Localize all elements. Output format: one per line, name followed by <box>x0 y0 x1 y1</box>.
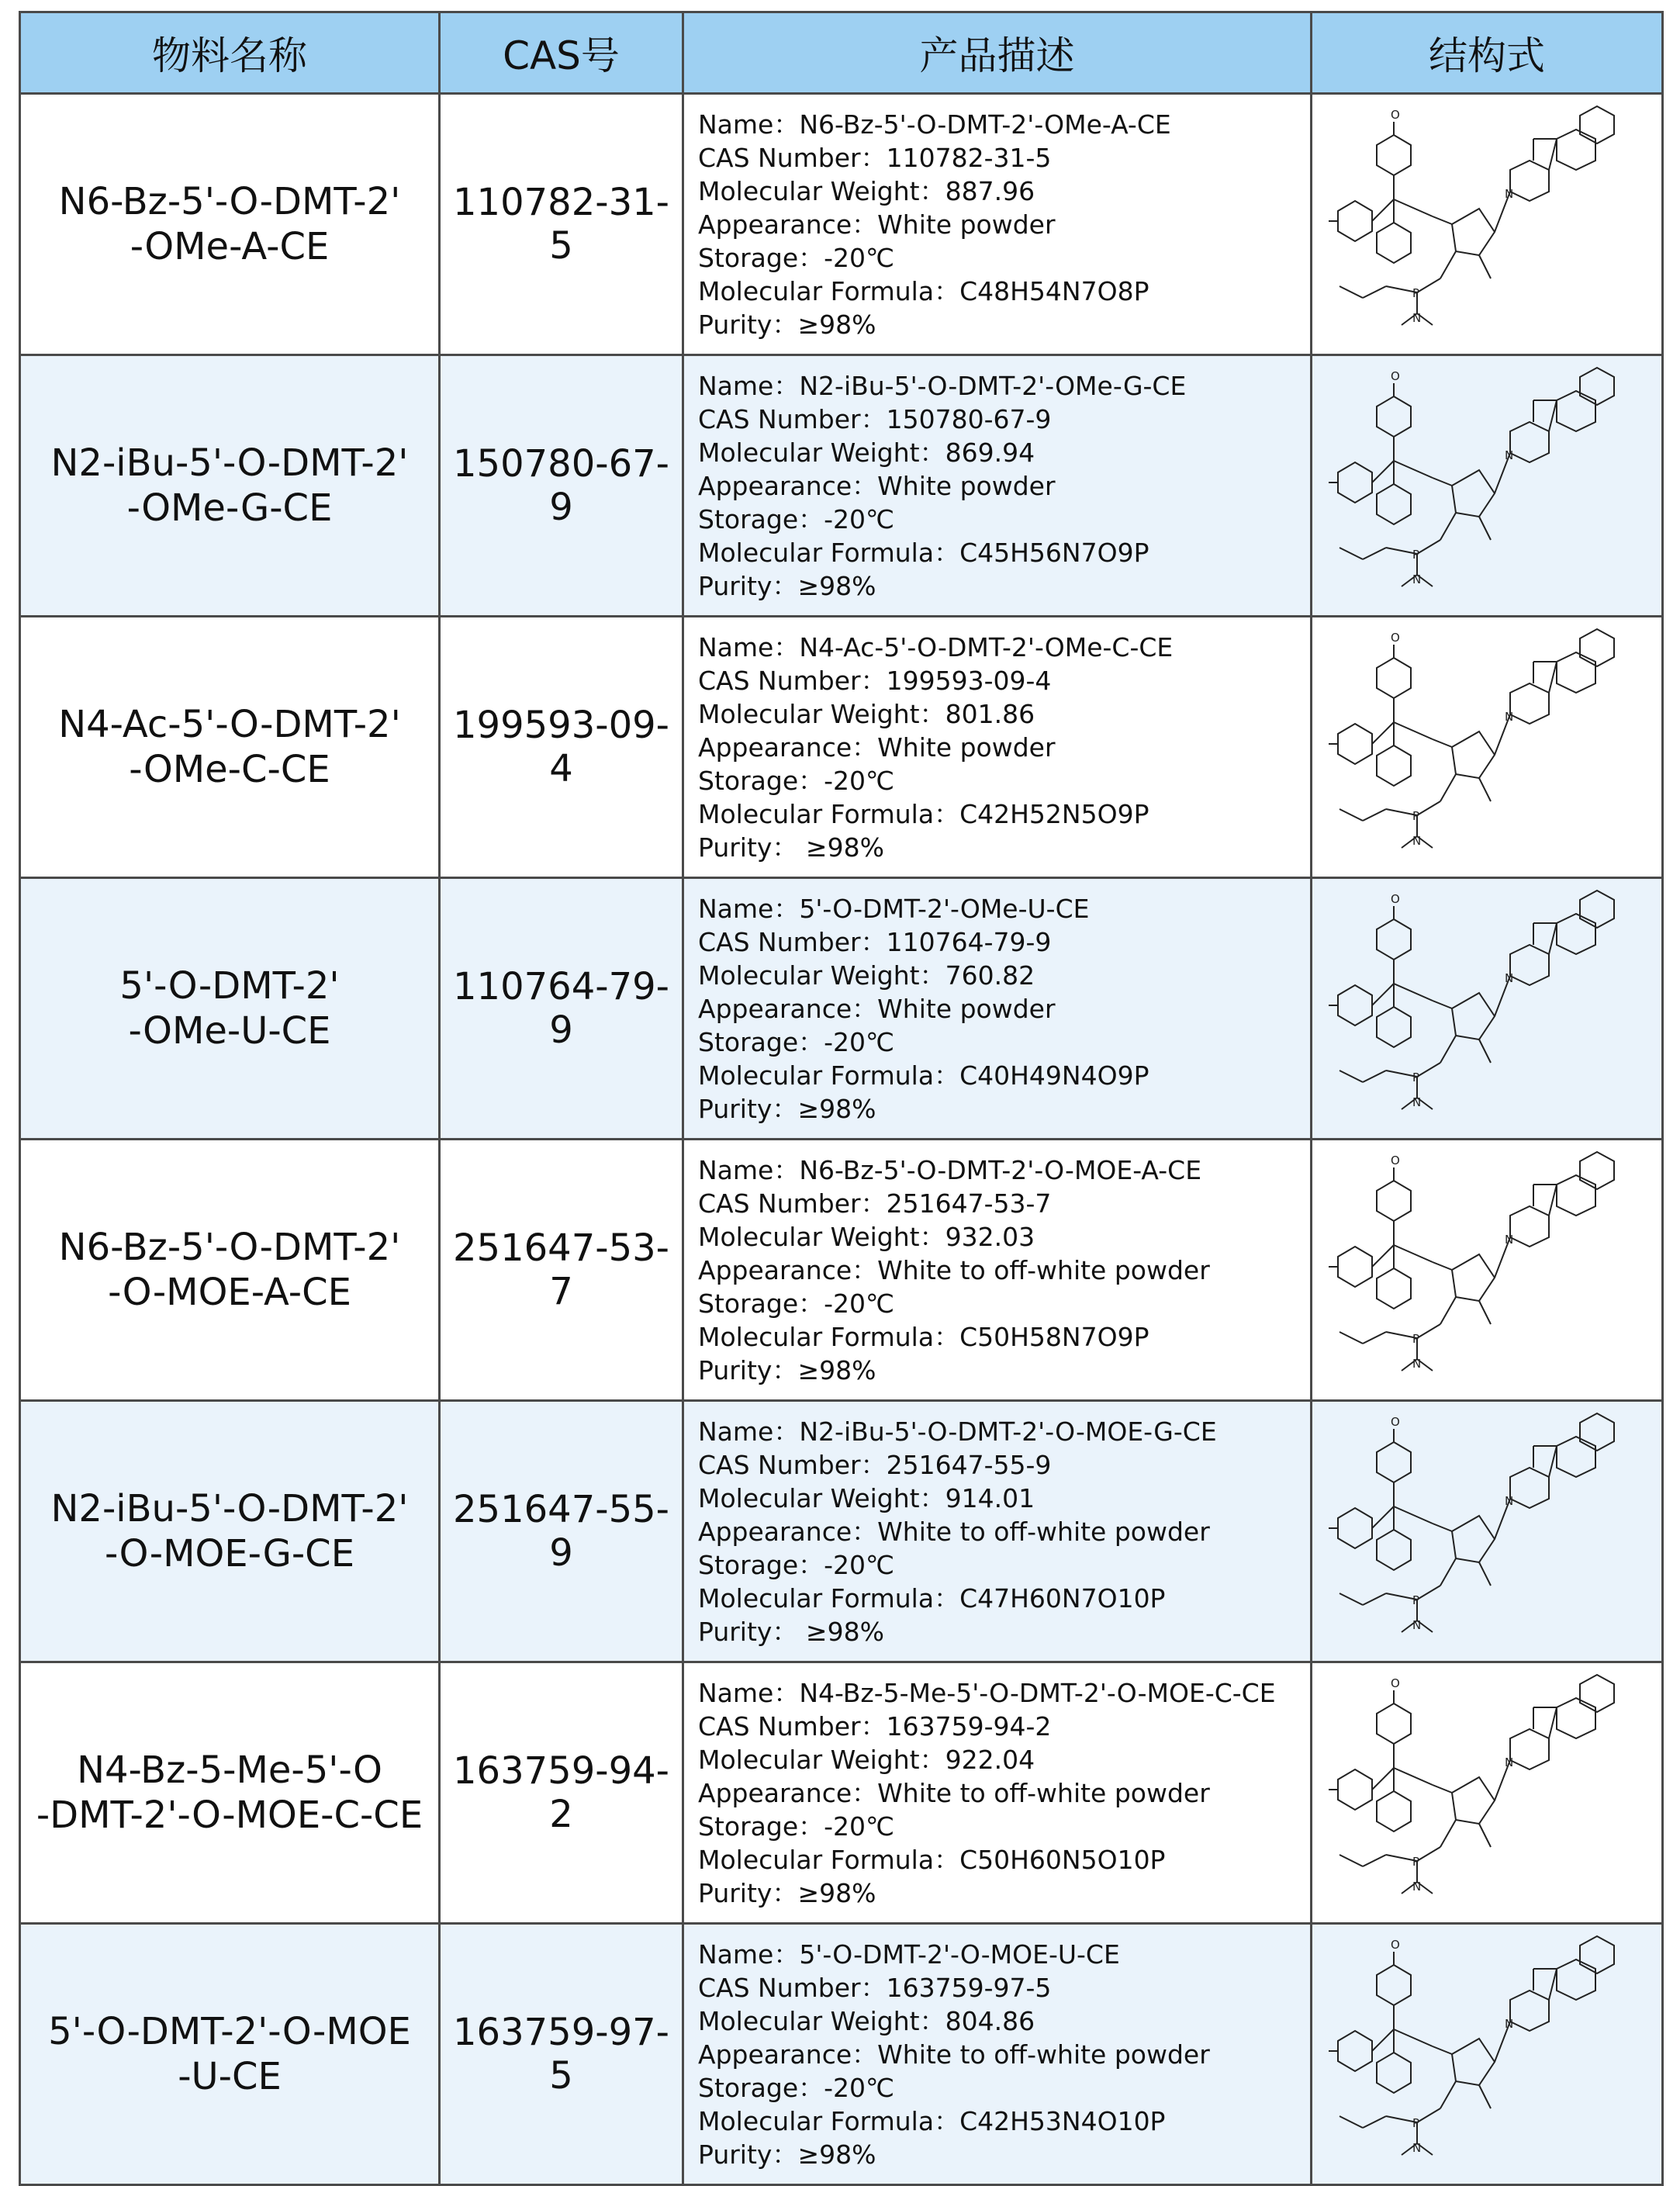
product-name-line2: -OMe-C-CE <box>129 748 330 791</box>
desc-name: Name：N4-Bz-5-Me-5'-O-DMT-2'-O-MOE-C-CE <box>698 1677 1276 1708</box>
label-n: N <box>1505 710 1514 724</box>
desc-storage: Storage：-20℃ <box>698 1288 895 1319</box>
product-name <box>20 617 440 878</box>
desc-name: Name：N6-Bz-5'-O-DMT-2'-O-MOE-A-CE <box>698 1154 1202 1185</box>
desc-cas: CAS Number：110764-79-9 <box>698 926 1052 957</box>
desc-cas: CAS Number：199593-09-4 <box>698 665 1052 696</box>
label-n: N <box>1505 1755 1514 1769</box>
label-n: N <box>1412 1357 1422 1371</box>
product-description <box>683 94 1312 355</box>
cas-number: 150780-67-9 <box>440 355 683 617</box>
label-p: P <box>1412 1071 1420 1084</box>
product-table <box>19 11 1664 2186</box>
product-description <box>683 1401 1312 1662</box>
cas-number: 199593-09-4 <box>440 617 683 878</box>
label-n: N <box>1412 1880 1422 1894</box>
product-name <box>20 94 440 355</box>
desc-formula: Molecular Formula：C50H60N5O10P <box>698 1844 1166 1875</box>
desc-weight: Molecular Weight：932.03 <box>698 1221 1035 1252</box>
desc-purity: Purity：≥98% <box>698 2139 876 2170</box>
desc-appearance: Appearance：White to off-white powder <box>698 1777 1210 1808</box>
product-name <box>20 878 440 1140</box>
desc-name: Name：N6-Bz-5'-O-DMT-2'-OMe-A-CE <box>698 109 1171 140</box>
table-row <box>20 94 1663 355</box>
desc-storage: Storage：-20℃ <box>698 2072 895 2103</box>
desc-cas: CAS Number：251647-53-7 <box>698 1188 1052 1219</box>
label-n: N <box>1412 1618 1422 1632</box>
desc-storage: Storage：-20℃ <box>698 242 895 273</box>
label-p: P <box>1412 1332 1420 1346</box>
product-name-line1: 5'-O-DMT-2' <box>119 964 340 1008</box>
desc-appearance: Appearance：White powder <box>698 993 1056 1024</box>
desc-weight: Molecular Weight：887.96 <box>698 175 1035 206</box>
product-description <box>683 617 1312 878</box>
cas-number: 163759-97-5 <box>440 1924 683 2185</box>
product-name-line1: 5'-O-DMT-2'-O-MOE <box>48 2010 411 2053</box>
desc-cas: CAS Number：110782-31-5 <box>698 142 1052 173</box>
label-n: N <box>1505 1494 1514 1508</box>
desc-formula: Molecular Formula：C45H56N7O9P <box>698 537 1149 568</box>
desc-purity: Purity： ≥98% <box>698 832 884 863</box>
product-name <box>20 1401 440 1662</box>
label-n: N <box>1412 834 1422 848</box>
cas-number: 251647-53-7 <box>440 1140 683 1401</box>
desc-appearance: Appearance：White powder <box>698 209 1056 240</box>
structure-formula-image <box>1324 1930 1650 2178</box>
product-description <box>683 1662 1312 1924</box>
product-name-line1: N6-Bz-5'-O-DMT-2' <box>58 180 401 223</box>
table-row <box>20 1401 1663 1662</box>
product-description <box>683 1140 1312 1401</box>
desc-purity: Purity：≥98% <box>698 309 876 340</box>
label-o: O <box>1391 1154 1400 1167</box>
desc-appearance: Appearance：White powder <box>698 732 1056 763</box>
product-name-line2: -OMe-G-CE <box>126 486 333 530</box>
desc-purity: Purity：≥98% <box>698 1093 876 1124</box>
structure-cell <box>1312 94 1663 355</box>
table-row <box>20 1140 1663 1401</box>
product-description <box>683 1924 1312 2185</box>
desc-purity: Purity： ≥98% <box>698 1616 884 1647</box>
structure-formula-image <box>1324 1407 1650 1655</box>
desc-name: Name：N2-iBu-5'-O-DMT-2'-OMe-G-CE <box>698 370 1187 401</box>
label-n: N <box>1412 2141 1422 2155</box>
structure-formula-image <box>1324 623 1650 871</box>
table-row <box>20 1924 1663 2185</box>
desc-formula: Molecular Formula：C47H60N7O10P <box>698 1582 1166 1614</box>
product-description <box>683 878 1312 1140</box>
product-name-line1: N2-iBu-5'-O-DMT-2' <box>50 1487 409 1531</box>
desc-appearance: Appearance：White to off-white powder <box>698 1516 1210 1547</box>
desc-formula: Molecular Formula：C42H53N4O10P <box>698 2105 1166 2136</box>
desc-formula: Molecular Formula：C50H58N7O9P <box>698 1321 1149 1352</box>
table-row <box>20 617 1663 878</box>
desc-storage: Storage：-20℃ <box>698 765 895 796</box>
desc-cas: CAS Number：163759-97-5 <box>698 1972 1052 2003</box>
label-n: N <box>1505 2017 1514 2031</box>
label-p: P <box>1412 1855 1420 1869</box>
label-n: N <box>1505 187 1514 201</box>
product-name-line2: -DMT-2'-O-MOE-C-CE <box>36 1793 423 1837</box>
label-o: O <box>1391 369 1400 383</box>
product-name-line2: -U-CE <box>178 2055 282 2098</box>
product-name-line1: N4-Ac-5'-O-DMT-2' <box>58 703 401 746</box>
product-name <box>20 1924 440 2185</box>
product-name-line2: -O-MOE-G-CE <box>104 1532 355 1576</box>
desc-formula: Molecular Formula：C48H54N7O8P <box>698 275 1149 306</box>
product-name <box>20 1662 440 1924</box>
desc-cas: CAS Number：163759-94-2 <box>698 1710 1052 1742</box>
label-p: P <box>1412 2116 1420 2130</box>
desc-storage: Storage：-20℃ <box>698 503 895 534</box>
structure-formula-image <box>1324 1146 1650 1394</box>
desc-weight: Molecular Weight：760.82 <box>698 960 1035 991</box>
label-o: O <box>1391 892 1400 906</box>
desc-weight: Molecular Weight：922.04 <box>698 1744 1035 1775</box>
label-p: P <box>1412 1593 1420 1607</box>
desc-weight: Molecular Weight：869.94 <box>698 437 1035 468</box>
desc-appearance: Appearance：White to off-white powder <box>698 1254 1210 1285</box>
table-row <box>20 1662 1663 1924</box>
label-n: N <box>1412 311 1422 325</box>
product-name <box>20 1140 440 1401</box>
desc-formula: Molecular Formula：C42H52N5O9P <box>698 798 1149 829</box>
cas-number: 110764-79-9 <box>440 878 683 1140</box>
desc-formula: Molecular Formula：C40H49N4O9P <box>698 1060 1149 1091</box>
desc-storage: Storage：-20℃ <box>698 1549 895 1580</box>
structure-cell <box>1312 355 1663 617</box>
cas-number: 163759-94-2 <box>440 1662 683 1924</box>
desc-cas: CAS Number：251647-55-9 <box>698 1449 1052 1480</box>
structure-formula-image <box>1324 100 1650 348</box>
desc-storage: Storage：-20℃ <box>698 1026 895 1057</box>
desc-purity: Purity：≥98% <box>698 570 876 601</box>
label-n: N <box>1505 971 1514 985</box>
header-description: 产品描述 <box>683 12 1312 94</box>
label-n: N <box>1505 1233 1514 1247</box>
desc-name: Name：5'-O-DMT-2'-OMe-U-CE <box>698 893 1090 924</box>
label-o: O <box>1391 1415 1400 1429</box>
desc-weight: Molecular Weight：804.86 <box>698 2005 1035 2036</box>
header-structure: 结构式 <box>1312 12 1663 94</box>
desc-purity: Purity：≥98% <box>698 1354 876 1385</box>
cas-number: 110782-31-5 <box>440 94 683 355</box>
desc-cas: CAS Number：150780-67-9 <box>698 403 1052 434</box>
structure-formula-image <box>1324 1669 1650 1917</box>
desc-name: Name：N2-iBu-5'-O-DMT-2'-O-MOE-G-CE <box>698 1416 1217 1447</box>
label-p: P <box>1412 548 1420 562</box>
structure-cell <box>1312 1140 1663 1401</box>
structure-cell <box>1312 1924 1663 2185</box>
product-name-line1: N2-iBu-5'-O-DMT-2' <box>50 441 409 485</box>
label-p: P <box>1412 286 1420 300</box>
desc-storage: Storage：-20℃ <box>698 1811 895 1842</box>
structure-formula-image <box>1324 361 1650 610</box>
desc-appearance: Appearance：White to off-white powder <box>698 2039 1210 2070</box>
label-n: N <box>1412 1095 1422 1109</box>
product-name-line2: -OMe-A-CE <box>130 225 330 268</box>
table-row <box>20 878 1663 1140</box>
header-material-name: 物料名称 <box>20 12 440 94</box>
label-o: O <box>1391 1676 1400 1690</box>
product-description <box>683 355 1312 617</box>
label-o: O <box>1391 631 1400 645</box>
desc-appearance: Appearance：White powder <box>698 470 1056 501</box>
label-n: N <box>1412 572 1422 586</box>
structure-cell <box>1312 878 1663 1140</box>
product-name-line1: N6-Bz-5'-O-DMT-2' <box>58 1226 401 1269</box>
label-o: O <box>1391 1938 1400 1952</box>
desc-name: Name：N4-Ac-5'-O-DMT-2'-OMe-C-CE <box>698 631 1174 662</box>
desc-weight: Molecular Weight：914.01 <box>698 1482 1035 1513</box>
cas-number: 251647-55-9 <box>440 1401 683 1662</box>
table-row <box>20 355 1663 617</box>
header-cas: CAS号 <box>440 12 683 94</box>
structure-cell <box>1312 1662 1663 1924</box>
product-name-line2: -OMe-U-CE <box>128 1009 331 1053</box>
product-name-line1: N4-Bz-5-Me-5'-O <box>77 1748 382 1792</box>
label-o: O <box>1391 108 1400 122</box>
desc-weight: Molecular Weight：801.86 <box>698 698 1035 729</box>
structure-formula-image <box>1324 884 1650 1133</box>
label-p: P <box>1412 809 1420 823</box>
desc-name: Name：5'-O-DMT-2'-O-MOE-U-CE <box>698 1939 1120 1970</box>
structure-cell <box>1312 617 1663 878</box>
product-table-container <box>19 11 1661 2186</box>
desc-purity: Purity：≥98% <box>698 1877 876 1908</box>
structure-cell <box>1312 1401 1663 1662</box>
product-name-line2: -O-MOE-A-CE <box>108 1271 351 1314</box>
label-n: N <box>1505 448 1514 462</box>
table-header-row <box>20 12 1663 94</box>
product-name <box>20 355 440 617</box>
